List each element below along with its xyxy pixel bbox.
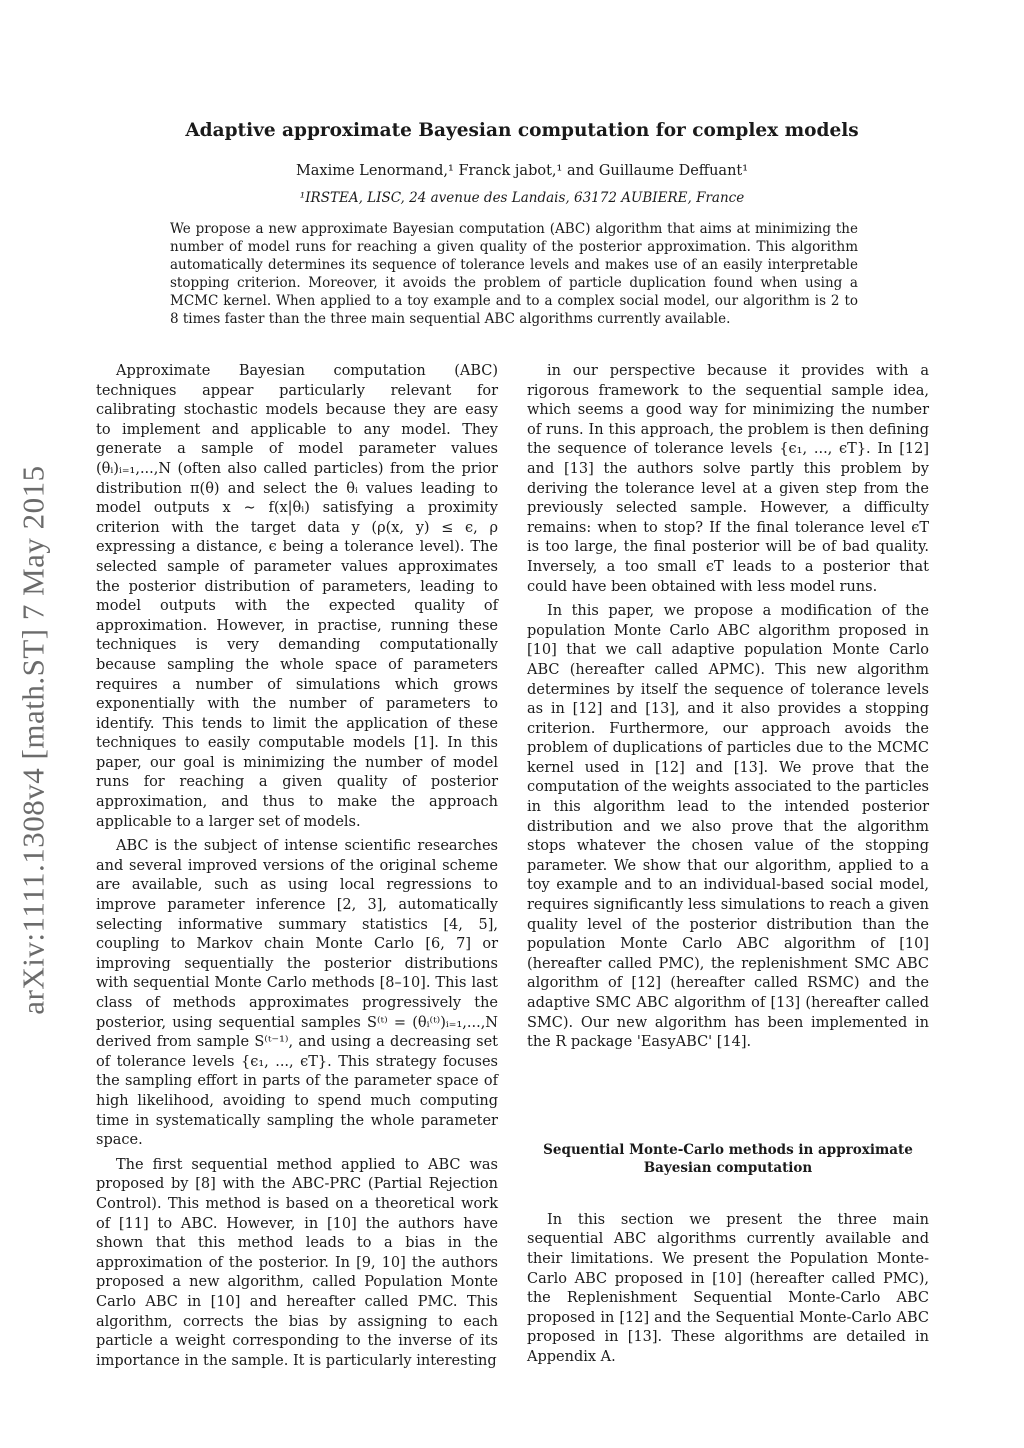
body-paragraph: The first sequential method applied to ABC was proposed by [8] with the ABC-PRC (Partial Rejection Control). This method is based on a theoretical work of [11] to ABC. However, in [10] the authors have shown that this method leads to a bias in the approximation of the posterior. In [9, 10] the authors proposed a new algorithm, called Population Monte Carlo ABC in [10] and hereafter called PMC. This algorithm, corrects the bias by assigning to each particle a weight corresponding to the inverse of its importance in the sample. It is particularly interesting — [96, 1156, 498, 1369]
left-column — [96, 362, 498, 1376]
section-paragraph: In this section we present the three main sequential ABC algorithms currently available and their limitations. We present the Population Monte-Carlo ABC proposed in [10] (hereafter called PMC), the Replenishment Sequential Monte-Carlo ABC proposed in [12] and the Sequential Monte-Carlo ABC proposed in [13]. These algorithms are detailed in Appendix A. — [527, 1211, 929, 1365]
paper-title: Adaptive approximate Bayesian computation for complex models — [185, 120, 859, 141]
arxiv-identifier: arXiv:1111.1308v4 [math.ST] 7 May 2015 — [16, 465, 52, 1015]
body-paragraph: ABC is the subject of intense scientific researches and several improved versions of the original scheme are available, such as using local regressions to improve parameter inference [2, 3], automatically selecting informative summary statistics [4, 5], coupling to Markov chain Monte Carlo [6, 7] or improving sequentially the posterior distributions with sequential Monte Carlo methods [8–10]. This last class of methods approximates progressively the posterior, using sequential samples S⁽ᵗ⁾ = (θᵢ⁽ᵗ⁾)ᵢ₌₁,...,N derived from sample S⁽ᵗ⁻¹⁾, and using a decreasing set of tolerance levels {ϵ₁, ..., ϵT}. This strategy focuses the sampling effort in parts of the parameter space of high likelihood, avoiding to spend much computing time in systematically sampling the whole parameter space. — [96, 838, 498, 1149]
right-column — [527, 362, 929, 1373]
affiliation: ¹IRSTEA, LISC, 24 avenue des Landais, 63172 AUBIERE, France — [299, 190, 745, 206]
author-list: Maxime Lenormand,¹ Franck jabot,¹ and Guillaume Deffuant¹ — [295, 163, 749, 179]
section-heading: Sequential Monte-Carlo methods in approximate Bayesian computation — [543, 1141, 913, 1176]
body-paragraph: Approximate Bayesian computation (ABC) techniques appear particularly relevant for calibrating stochastic models because they are easy to implement and applicable to any model. They generate a sample of model parameter values (θᵢ)ᵢ₌₁,...,N (often also called particles) from the prior distribution π(θ) and select the θᵢ values leading to model outputs x ∼ f(x|θᵢ) satisfying a proximity criterion with the target data y (ρ(x, y) ≤ ϵ, ρ expressing a distance, ϵ being a tolerance level). The selected sample of parameter values approximates the posterior distribution of parameters, leading to model outputs with the expected quality of approximation. However, in practise, running these techniques is very demanding computationally because sampling the whole space of parameters requires a number of simulations which grows exponentially with the number of parameters to identify. This tends to limit the application of these techniques to easily computable models [1]. In this paper, our goal is minimizing the number of model runs for reaching a given quality of posterior approximation, and thus to make the approach applicable to a larger set of models. — [96, 363, 498, 830]
body-paragraph: In this paper, we propose a modification of the population Monte Carlo ABC algorithm proposed in [10] that we call adaptive population Monte Carlo ABC (hereafter called APMC). This new algorithm determines by itself the sequence of tolerance levels as in [12] and [13], and it also provides a stopping criterion. Furthermore, our approach avoids the problem of duplications of particles due to the MCMC kernel used in [12] and [13]. We prove that the computation of the weights associated to the particles in this algorithm lead to the intended posterior distribution and we also prove that the algorithm stops whatever the chosen value of the stopping parameter. We show that our algorithm, applied to a toy example and to an individual-based social model, requires significantly less simulations to reach a given quality level of the posterior distribution than the population Monte Carlo ABC algorithm of [10] (hereafter called PMC), the replenishment SMC ABC algorithm of [12] (hereafter called RSMC) and the adaptive SMC ABC algorithm of [13] (hereafter called SMC). Our new algorithm has been implemented in the R package 'EasyABC' [14]. — [527, 603, 929, 1051]
arxiv-stamp — [4, 430, 64, 1050]
body-paragraph: in our perspective because it provides with a rigorous framework to the sequential sample idea, which seems a good way for minimizing the number of runs. In this approach, the problem is then defining the sequence of tolerance levels {ϵ₁, ..., ϵT}. In [12] and [13] the authors solve partly this problem by deriving the tolerance level at a given step from the previously selected sample. However, a difficulty remains: when to stop? If the final tolerance level ϵT is too large, the final posterior will be of bad quality. Inversely, a too small ϵT leads to a posterior that could have been obtained with less model runs. — [527, 363, 929, 595]
abstract: We propose a new approximate Bayesian computation (ABC) algorithm that aims at minimizing the number of model runs for reaching a given quality of the posterior approximation. This algorithm automatically determines its sequence of tolerance levels and makes use of an easily interpretable stopping criterion. Moreover, it avoids the problem of particle duplication found when using a MCMC kernel. When applied to a toy example and to a complex social model, our algorithm is 2 to 8 times faster than the three main sequential ABC algorithms currently available. — [170, 221, 858, 327]
